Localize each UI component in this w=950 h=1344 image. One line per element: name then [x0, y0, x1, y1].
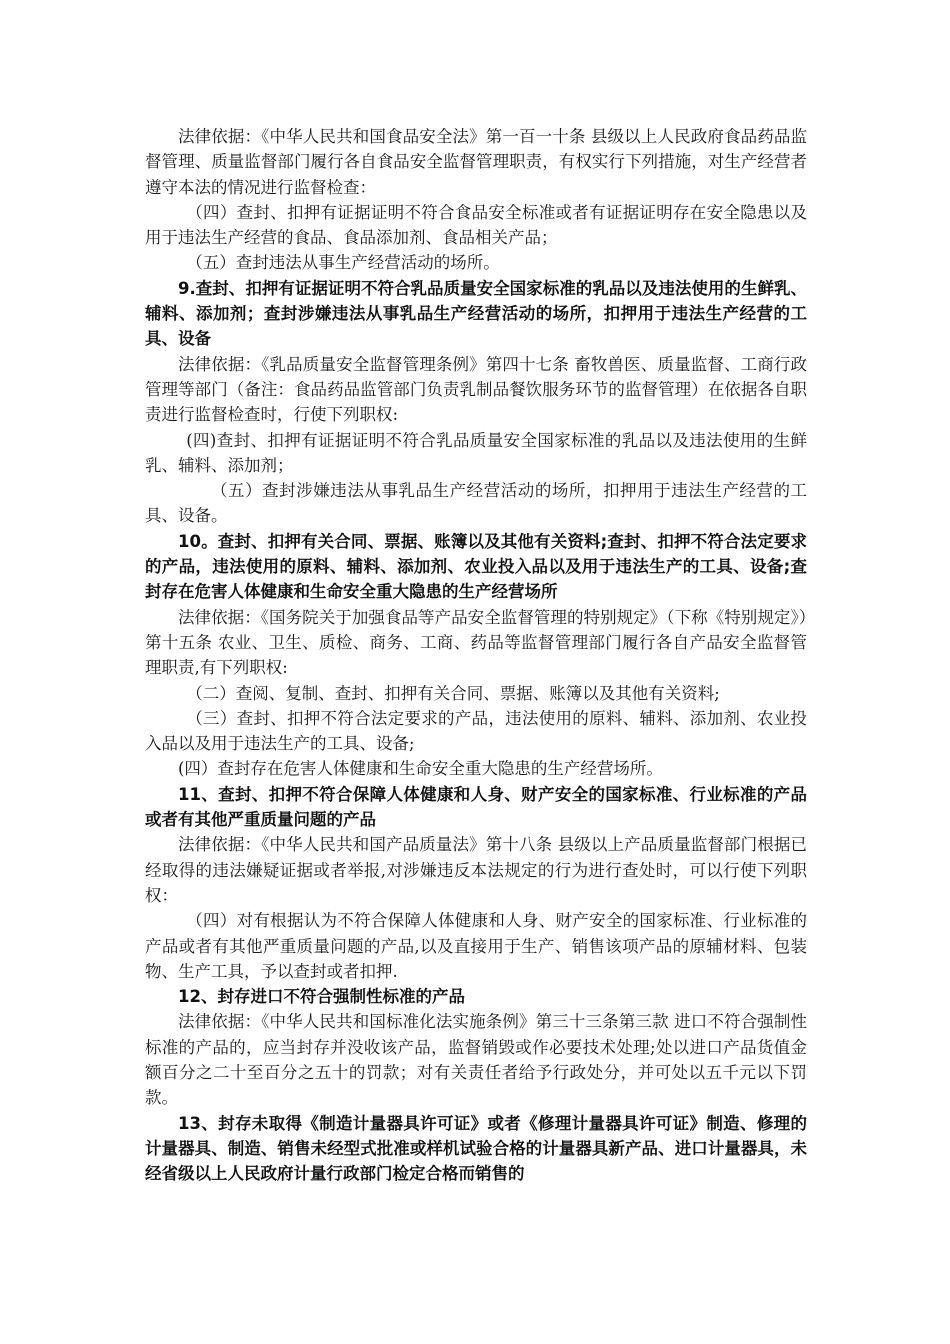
clause-item: （五）查封违法从事生产经营活动的场所。	[186, 253, 500, 273]
section-heading-12: 12、封存进口不符合强制性标准的产品	[178, 987, 465, 1007]
section-heading-10: 10。查封、扣押有关合同、票据、账簿以及其他有关资料;查封、扣押不符合法定要求的产品，违法使用的原料、辅料、添加剂、农业投入品以及用于违法生产的工具、设备;查封存在危害人体健康和生命安全重大隐患的生产经营场所	[145, 531, 807, 602]
clause-item: (四)查封、扣押有证据证明不符合乳品质量安全国家标准的乳品以及违法使用的生鲜乳、辅料、添加剂；	[145, 430, 807, 475]
section-heading-11: 11、查封、扣押不符合保障人体健康和人身、财产安全的国家标准、行业标准的产品或者有其他严重质量问题的产品	[145, 784, 807, 830]
clause-item: （二）查阅、复制、查封、扣押有关合同、票据、账簿以及其他有关资料;	[186, 683, 720, 703]
legal-basis-paragraph: 法律依据：《中华人民共和国食品安全法》第一百一十条 县级以上人民政府食品药品监督管理、质量监督部门履行各自食品安全监督管理职责，有权实行下列措施，对生产经营者遵守本法的情况进行监督检查：	[145, 127, 807, 197]
document-body	[145, 124, 807, 1186]
legal-basis-paragraph: 法律依据：《国务院关于加强食品等产品安全监督管理的特别规定》（下称《特别规定》）第十五条 农业、卫生、质检、商务、工商、药品等监督管理部门履行各自产品安全监督管理职责,有下列职权:	[145, 607, 807, 678]
clause-item: （三）查封、扣押不符合法定要求的产品，违法使用的原料、辅料、添加剂、农业投入品以及用于违法生产的工具、设备;	[145, 708, 807, 754]
legal-basis-paragraph: 法律依据：《中华人民共和国产品质量法》第十八条 县级以上产品质量监督部门根据已经取得的违法嫌疑证据或者举报,对涉嫌违反本法规定的行为进行查处时，可以行使下列职权：	[145, 835, 807, 905]
clause-item: （五）查封涉嫌违法从事乳品生产经营活动的场所，扣押用于违法生产经营的工具、设备。	[145, 481, 807, 526]
clause-item: （四）对有根据认为不符合保障人体健康和人身、财产安全的国家标准、行业标准的产品或者有其他严重质量问题的产品,以及直接用于生产、销售该项产品的原辅材料、包装物、生产工具，予以查封或者扣押.	[145, 911, 807, 981]
section-heading-9: 9.查封、扣押有证据证明不符合乳品质量安全国家标准的乳品以及违法使用的生鲜乳、辅料、添加剂；查封涉嫌违法从事乳品生产经营活动的场所，扣押用于违法生产经营的工具、设备	[145, 278, 807, 349]
legal-basis-paragraph: 法律依据：《中华人民共和国标准化法实施条例》第三十三条第三款 进口不符合强制性标准的产品的，应当封存并没收该产品，监督销毁或作必要技术处理;处以进口产品货值金额百分之二十至百分之五十的罚款；对有关责任者给予行政处分，并可处以五千元以下罚款。	[145, 1012, 807, 1108]
legal-basis-paragraph: 法律依据：《乳品质量安全监督管理条例》第四十七条 畜牧兽医、质量监督、工商行政管理等部门（备注：食品药品监管部门负责乳制品餐饮服务环节的监督管理）在依据各自职责进行监督检查时，行使下列职权:	[145, 354, 807, 425]
clause-item: (四）查封存在危害人体健康和生命安全重大隐患的生产经营场所。	[178, 759, 663, 779]
section-heading-13: 13、封存未取得《制造计量器具许可证》或者《修理计量器具许可证》制造、修理的计量器具、制造、销售未经型式批准或样机试验合格的计量器具新产品、进口计量器具，未经省级以上人民政府计量行政部门检定合格而销售的	[145, 1113, 807, 1184]
clause-item: （四）查封、扣押有证据证明不符合食品安全标准或者有证据证明存在安全隐患以及用于违法生产经营的食品、食品添加剂、食品相关产品；	[145, 202, 807, 248]
